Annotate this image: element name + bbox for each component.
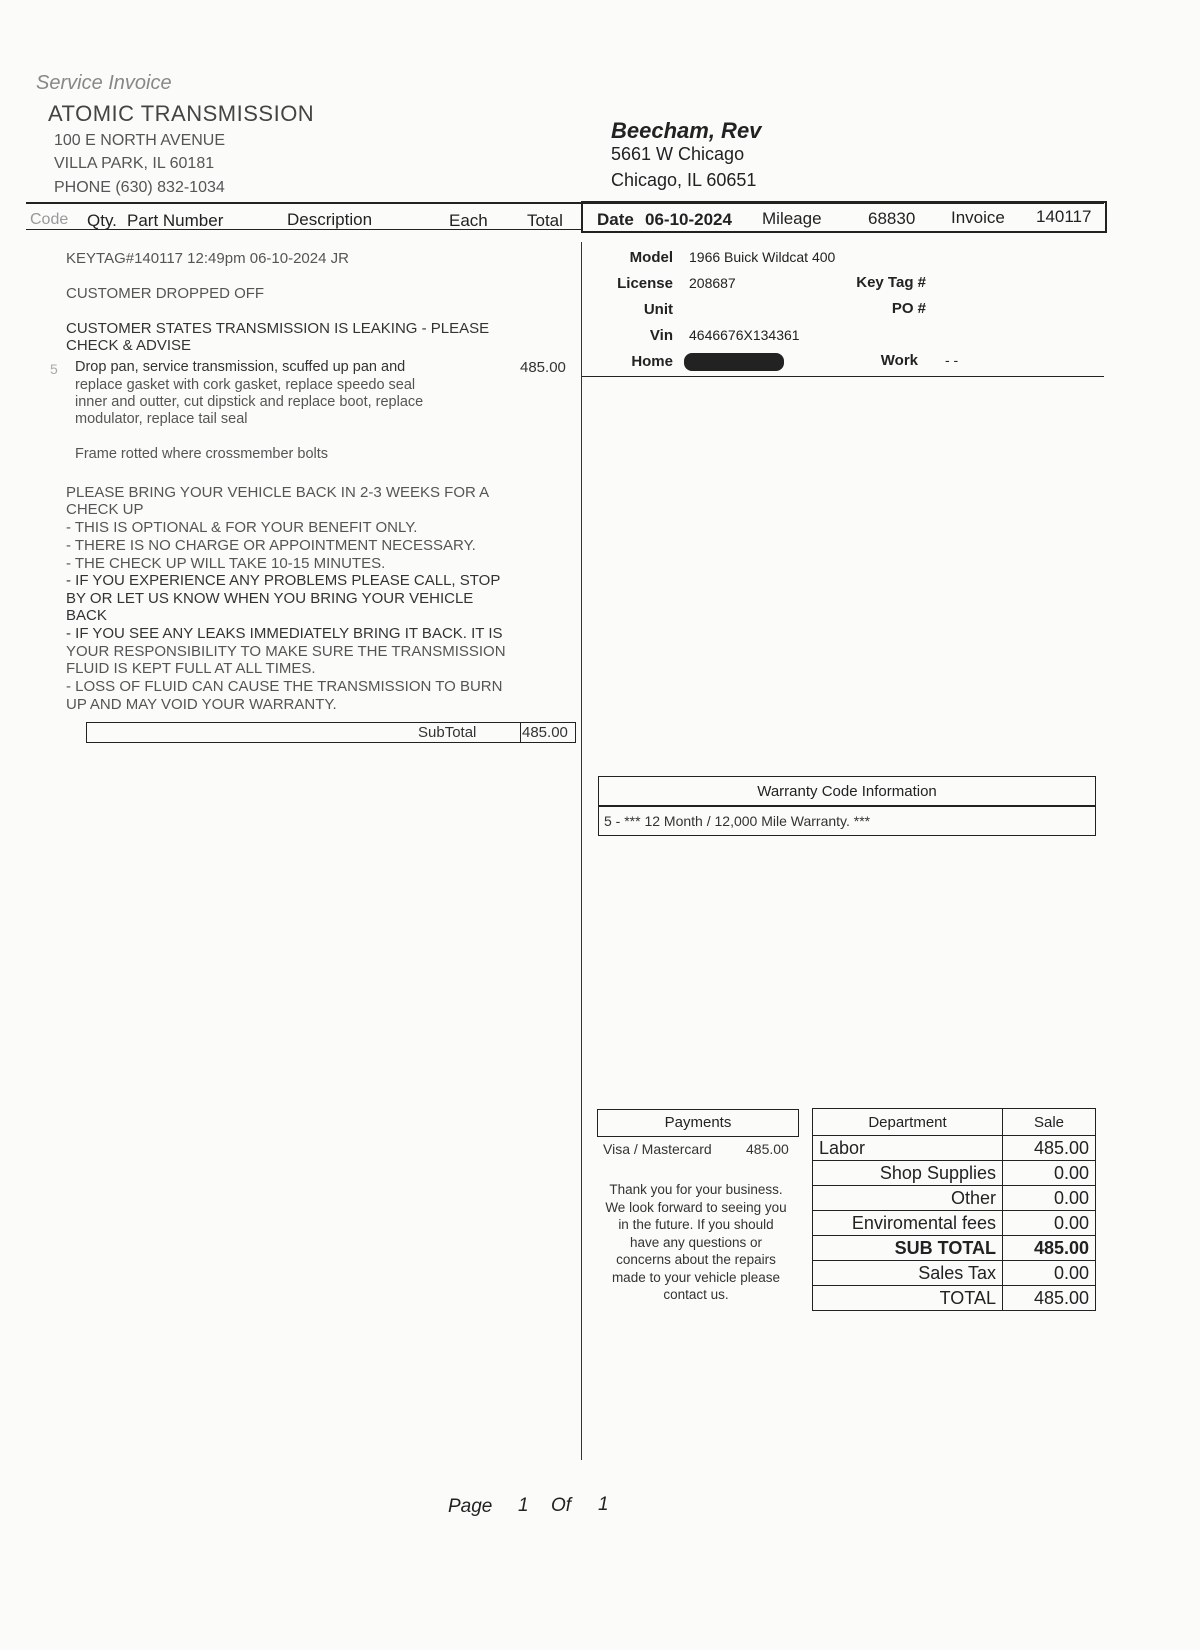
notice-line-1: PLEASE BRING YOUR VEHICLE BACK IN 2-3 WEEKS FOR A	[66, 484, 490, 501]
invoice-number: 140117	[1036, 207, 1092, 226]
notice-line-5: - THE CHECK UP WILL TAKE 10-15 MINUTES.	[66, 555, 386, 572]
model-label: Model	[629, 249, 673, 266]
of-label: Of	[551, 1495, 572, 1516]
department-row	[813, 1286, 1096, 1311]
unit-label: Unit	[643, 301, 673, 318]
col-code: Code	[30, 211, 69, 228]
notice-line-4: - THERE IS NO CHARGE OR APPOINTMENT NECESSARY.	[66, 537, 476, 554]
other-value: 0.00	[1003, 1186, 1096, 1211]
notice-line-3: - THIS IS OPTIONAL & FOR YOUR BENEFIT ONLY.	[66, 519, 418, 536]
sales-tax-label: Sales Tax	[813, 1261, 1003, 1286]
complaint-line-1: CUSTOMER STATES TRANSMISSION IS LEAKING - PLEASE	[66, 320, 490, 337]
thank-you-line-5: concerns about the repairs	[616, 1252, 776, 1267]
department-header: Department	[813, 1109, 1003, 1136]
model-value: 1966 Buick Wildcat 400	[689, 249, 836, 265]
dropped-off-line: CUSTOMER DROPPED OFF	[66, 285, 265, 302]
department-header-row	[813, 1109, 1096, 1136]
customer-city: Chicago, IL 60651	[611, 170, 757, 190]
col-total: Total	[527, 211, 563, 230]
department-row	[813, 1186, 1096, 1211]
total-label: TOTAL	[813, 1286, 1003, 1311]
notice-line-6: - IF YOU EXPERIENCE ANY PROBLEMS PLEASE CALL, STOP	[66, 572, 501, 589]
subtotal-label: SubTotal	[418, 724, 477, 741]
notice-line-9: - IF YOU SEE ANY LEAKS IMMEDIATELY BRING IT BACK. IT IS	[66, 625, 503, 642]
department-row	[813, 1211, 1096, 1236]
home-phone-label: Home	[631, 353, 673, 370]
invoice-label: Invoice	[951, 208, 1005, 227]
sub-total-value: 485.00	[1003, 1236, 1096, 1261]
col-description: Description	[287, 210, 373, 229]
document-title: Service Invoice	[36, 72, 172, 94]
department-row	[813, 1161, 1096, 1186]
date-value: 06-10-2024	[645, 210, 732, 229]
mileage-label: Mileage	[762, 209, 822, 228]
labor-value: 485.00	[1003, 1136, 1096, 1161]
thank-you-line-6: made to your vehicle please	[611, 1269, 781, 1285]
thank-you-line-7: contact us.	[663, 1287, 729, 1302]
customer-name: Beecham, Rev	[611, 118, 762, 143]
col-each: Each	[449, 211, 488, 230]
payment-amount: 485.00	[746, 1141, 789, 1157]
notice-line-7: BY OR LET US KNOW WHEN YOU BRING YOUR VEHICLE	[66, 590, 474, 607]
work-phone-value: - -	[945, 352, 959, 368]
notice-line-11: FLUID IS KEPT FULL AT ALL TIMES.	[66, 660, 316, 677]
sub-total-label: SUB TOTAL	[813, 1236, 1003, 1261]
page-count: 1	[598, 1494, 609, 1515]
license-label: License	[617, 275, 673, 292]
thank-you-line-2: We look forward to seeing you	[605, 1199, 787, 1215]
warranty-text: 5 - *** 12 Month / 12,000 Mile Warranty. ***	[604, 813, 871, 829]
company-name: ATOMIC TRANSMISSION	[48, 101, 315, 126]
notice-line-2: CHECK UP	[66, 501, 144, 518]
notice-line-8: BACK	[66, 607, 107, 624]
job-line-2: replace gasket with cork gasket, replace speedo seal	[75, 377, 416, 393]
job-amount: 485.00	[520, 359, 566, 376]
license-value: 208687	[689, 275, 736, 291]
shop-supplies-value: 0.00	[1003, 1161, 1096, 1186]
warranty-title: Warranty Code Information	[757, 783, 937, 800]
page-number: 1	[518, 1495, 529, 1516]
other-label: Other	[813, 1186, 1003, 1211]
subtotal-box	[86, 722, 576, 743]
company-address: 100 E NORTH AVENUE	[54, 132, 226, 149]
labor-label: Labor	[813, 1136, 1003, 1161]
notice-line-13: UP AND MAY VOID YOUR WARRANTY.	[66, 696, 337, 713]
frame-note: Frame rotted where crossmember bolts	[75, 446, 329, 462]
job-line-3: inner and outter, cut dipstick and replace boot, replace	[75, 394, 424, 410]
environmental-fees-value: 0.00	[1003, 1211, 1096, 1236]
department-totals-table	[812, 1108, 1096, 1311]
work-phone-label: Work	[880, 352, 918, 369]
column-divider	[581, 242, 582, 1460]
sale-header: Sale	[1003, 1109, 1096, 1136]
notice-line-12: - LOSS OF FLUID CAN CAUSE THE TRANSMISSION TO BURN	[66, 678, 503, 695]
vin-value: 4646676X134361	[689, 327, 800, 343]
thank-you-line-4: have any questions or	[629, 1234, 763, 1250]
job-code: 5	[50, 361, 58, 377]
notice-line-10: YOUR RESPONSIBILITY TO MAKE SURE THE TRANSMISSION	[66, 643, 506, 660]
keytag-line: KEYTAG#140117 12:49pm 06-10-2024 JR	[66, 250, 349, 267]
thank-you-line-3: in the future. If you should	[618, 1217, 774, 1232]
company-phone: PHONE (630) 832-1034	[54, 179, 225, 196]
shop-supplies-label: Shop Supplies	[813, 1161, 1003, 1186]
vin-label: Vin	[649, 327, 673, 344]
thank-you-line-1: Thank you for your business.	[609, 1182, 783, 1197]
mileage-value: 68830	[868, 209, 916, 228]
redacted-phone	[684, 353, 784, 371]
job-line-1: Drop pan, service transmission, scuffed up pan and	[75, 359, 406, 375]
col-part-number: Part Number	[127, 211, 224, 230]
company-city: VILLA PARK, IL 60181	[54, 155, 215, 172]
complaint-line-2: CHECK & ADVISE	[66, 337, 192, 354]
job-line-4: modulator, replace tail seal	[75, 411, 248, 427]
environmental-fees-label: Enviromental fees	[813, 1211, 1003, 1236]
department-row	[813, 1236, 1096, 1261]
po-label: PO #	[891, 300, 926, 317]
page-label: Page	[448, 1496, 493, 1517]
thank-you-note	[586, 1181, 806, 1304]
date-label: Date	[597, 210, 634, 229]
payments-title: Payments	[664, 1114, 732, 1131]
department-row	[813, 1136, 1096, 1161]
vehicle-info-rule	[582, 376, 1104, 377]
subtotal-value: 485.00	[522, 724, 568, 741]
col-qty: Qty.	[87, 211, 117, 230]
department-row	[813, 1261, 1096, 1286]
payment-method: Visa / Mastercard	[603, 1141, 712, 1157]
subtotal-divider	[520, 722, 521, 743]
customer-street: 5661 W Chicago	[611, 144, 745, 164]
sales-tax-value: 0.00	[1003, 1261, 1096, 1286]
total-value: 485.00	[1003, 1286, 1096, 1311]
keytag-label: Key Tag #	[856, 274, 926, 291]
